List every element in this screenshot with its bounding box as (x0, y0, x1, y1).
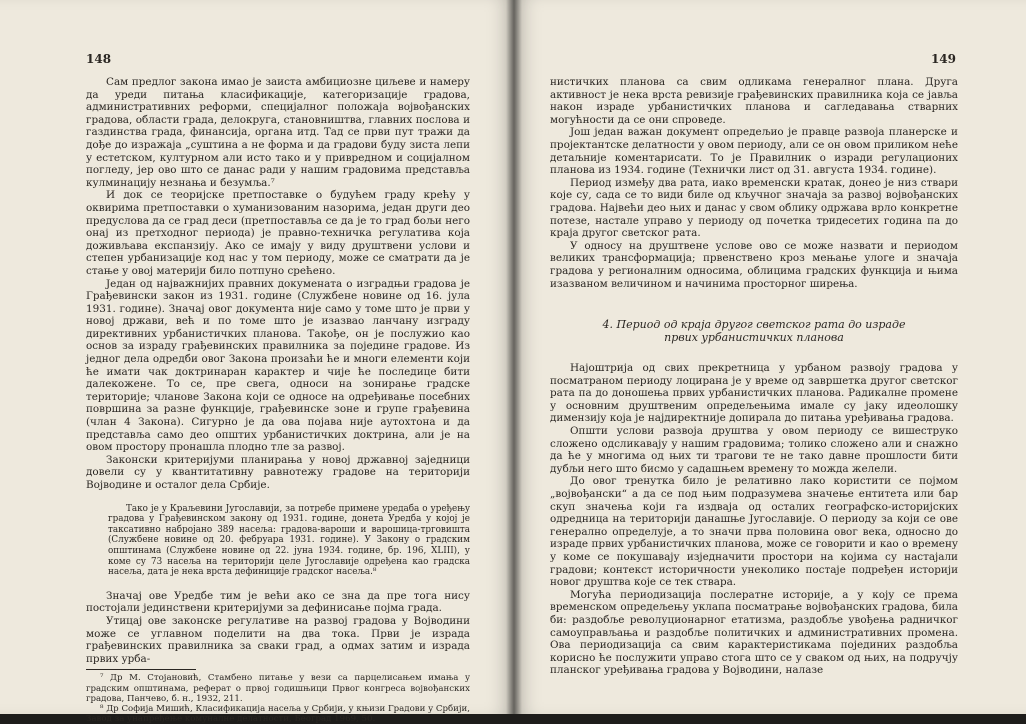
body-paragraph: Законски критеријуми планирања у новој државној заједници довели су у квантитативну равнотежу градове на територији Војводине и осталог дела Србије. (86, 453, 470, 491)
footnote-rule (86, 669, 196, 670)
quote-text: Тако је у Краљевини Југославији, за потребе примене уредаба о уређењу градова у Грађевинском закону од 1931. године, донета Уредба у којој је таксативно набројано 389 насеља: градова-вароши и варошица-трговишта (Службене новине од 20. фебруара 1931. године). У Закону о градским општинама (Службене новине од 22. јуна 1934. године, бр. 196, XLIII), у коме су 73 насеља на територији целе Југославије одређена као градска насеља, дата је нека врста дефиниције градског насеља.⁸ (108, 503, 470, 578)
footnote: ⁷ Др М. Стојановић, Стамбено питање у вези са парцелисањем имања у градским општинама, реферат о првој годишњици Првог конгреса војвођанских градова, Панчево, б. н., 1932, 211. (86, 673, 470, 704)
body-paragraph: нистичких планова са свим одликама генералног плана. Друга активност је нека врста ревизије грађевинских правилника која се јавља након израде урбанистичких планова и сагледавања стварних могућности да се они спроведе. (550, 76, 958, 126)
body-paragraph: У односу на друштвене услове ово се може назвати и периодом великих трансформација; првенствено кроз мењање улоге и значаја градова у регионалним односима, облицима градских функција и њима изазваном величином и начинима просторног ширења. (550, 239, 958, 290)
footnotes (86, 673, 470, 724)
page-number-left: 148 (86, 52, 112, 66)
body-paragraph: Најоштрија од свих прекретница у урбаном развоју градова у посматраном периоду лоцирана је у време од завршетка другог светског рата па до доношења првих урбанистичких планова. Радикалне промене у основним друштвеним опредељењима имале су јаку идеолошку димензију која је најдиректније допирала до питања уређивања градова. (550, 362, 958, 425)
block-quote (86, 504, 470, 578)
body-paragraph: Значај ове Уредбе тим је већи ако се зна да пре тога нису постојали јединствени критеријуми за дефинисање појма града. (86, 589, 470, 615)
body-paragraph: Сам предлог закона имао је заиста амбициозне циљеве и намеру да уреди питања класификације, категоризације градова, административних реформи, специјалног положаја војвођанских градова, области града, делокруга, становништва, главних послова и газдинства града, финансија, органа итд. Тад се први пут тражи да дође до изражаја „суштина а не форма и да градови буду зиста лепи у естетском, културном али исто тако и у привредном и социјалном погледу, јер ово што се данас ради у нашим градовима представља кулминацију незнања и безумља.⁷ (86, 76, 470, 189)
footnote: ⁸ Др Софија Мишић, Класификација насеља у Србији, у књизи Градови у Србији, Завод за унапређење комуналне делатности, Београд 1969, 50. (86, 703, 470, 724)
section-heading (580, 318, 928, 344)
body-paragraph: Период између два рата, иако временски кратак, донео је низ ствари које су, сада се то види биле од кључног значаја за развој војвођанских градова. Највећи део њих и данас у свом облику одржава врло конкретне потезе, настале управо у периоду од почетка тридесетих година па до краја другог светског рата. (550, 176, 958, 240)
body-paragraph: И док се теоријске претпоставке о будућем граду крећу у оквирима претпоставки о хуманизованим назорима, један други део предуслова да се град деси (претпоставља се да је то град бољи него онај из претходног периода) је правно-техничка регулатива која доживљава експанзију. Ако се имају у виду друштвени услови и степен урбанизације код нас у том периоду, може се сматрати да је стање у овој материји било потпуно срећено. (86, 189, 470, 277)
section-heading-line: 4. Период од краја другог светског рата до израде (602, 318, 906, 332)
body-paragraph: До овог тренутка било је релативно лако користити се појмом „војвођански“ а да се под њим подразумева значење ентитета или бар скуп значења који га издваја од осталих географско-историјских одредница на територији данашње Југославије. О периоду за који се ове генерално определује, а то значи прва половина овог века, односно до израде првих урбанистичких планова, може се говорити и као о времену у коме се покушавају изједначити простори на којима су настајали градови; контекст историчности унеколико постаје подређен историји новог друштва које се тек ствара. (550, 475, 958, 589)
page-number-right: 149 (930, 52, 956, 66)
section-heading-line: првих урбанистичких планова (664, 331, 844, 345)
body-paragraph: Могућа периодизација послератне историје, а у коју се према временском опредељењу уклапа посматрање војвођанских градова, била би: раздобље револуционарног етатизма, раздобље увођења радничког самоуправљања и раздобље политичких и административних промена. Ова периодизација са свим карактеристикама појединих раздобља корисно ће послужити управо стога што се у сваком од њих, на подручју планског уређивања градова у Војводини, налазе (550, 588, 958, 677)
body-paragraph: Још један важан документ опредељио је правце развоја планерске и пројектантске делатности у овом периоду, али се он овом приликом неће детаљније коментарисати. То је Правилник о изради регулационих планова из 1934. године (Технички лист од 31. августа 1934. године). (550, 126, 958, 177)
right-text-column (550, 76, 958, 677)
right-page (514, 0, 1026, 714)
book-gutter (506, 0, 522, 714)
left-text-column (86, 76, 470, 724)
body-paragraph: Општи услови развоја друштва у овом периоду се вишеструко сложено одсликавају у нашим градовима; толико сложено али и снажно да ће у многима од њих ти трагови те не тако давне прошлости бити дубљи него што бисмо у садашњем времену то можда желели. (550, 425, 958, 475)
body-paragraph: Утицај ове законске регулативе на развој градова у Војводини може се углавном поделити на два тока. Први је израда грађевинских правилника за сваки град, а одмах затим и израда првих урба- (86, 614, 470, 665)
body-paragraph: Један од најважнијих правних докумената о изградњи градова је Грађевински закон из 1931. године (Службене новине од 16. јула 1931. године). Значај овог документа није само у томе што је први у новој држави, већ и по томе што је изазвао ланчану изграду директивних урбанистичких планова. Такође, он је послужио као основ за израду грађевинских правилника за поједине градове. Из једног дела одредби овог Закона произаћи ће и многи елементи који ће имати чак доктринаран карактер и чије ће последице бити далекожене. То се, пре свега, односи на зонирање градске територије; члановe Закона који се односе на одређивање посебних површина за разне функције, грађевинске зоне и групе грађевина (члан 4 Закона). Сигурно је да ова појава није аутохтона и да представља само део општих урбанистичких доктрина, али је на овом простору пронашла плодно тле за развој. (86, 277, 470, 454)
